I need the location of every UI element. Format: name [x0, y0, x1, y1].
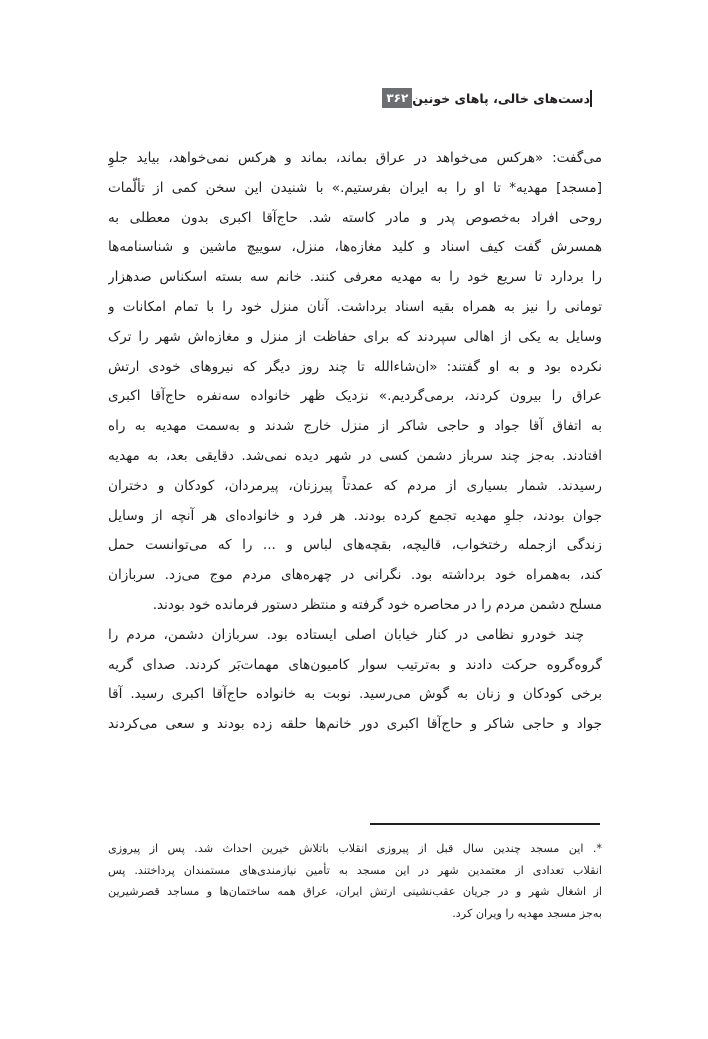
body-line: جواد و حاجی شاکر و حاج‌آقا اکبری دور خانم‌ها حلقه زده بودند و سعی می‌کردند — [108, 716, 602, 733]
running-header — [378, 84, 598, 112]
body-line: افتادند. به‌جز چند سرباز دشمن کسی در شهر دیده نمی‌شد. دقایقی بعد، به مهدیه — [108, 447, 602, 464]
body-line: کند، به‌همراه خود برداشته بود. نگرانی در چهره‌های مردم موج می‌زد. سربازان — [108, 567, 602, 584]
body-line: تومانی را نیز به همراه بقیه اسناد برداشت. آنان منزل خود را با تمام امکانات و — [108, 298, 602, 315]
body-line: گروه‌گروه حرکت دادند و به‌ترتیب سوار کامیون‌های مهمات‌بَر کردند. صدای گریه — [108, 656, 602, 673]
body-line: به اتفاق آقا جواد و حاجی شاکر از منزل خارج شدند و به‌سمت مهدیه به راه — [108, 418, 602, 435]
footnote-separator — [370, 823, 600, 825]
page-number: ۳۶۲ — [382, 88, 412, 108]
footnote-line: به‌جز مسجد مهدیه را ویران کرد. — [452, 906, 602, 920]
footnote-line: *. این مسجد چندین سال قبل از پیروزی انقلاب باتلاش خیرین احداث شد. پس از پیروزی — [108, 842, 602, 855]
header-divider-bar — [590, 90, 592, 107]
body-line: وسایل به یکی از اهالی سپردند که برای حفاظت از منزل و مغازه‌اش شهر را ترک — [108, 328, 602, 345]
body-line: نکرده بود و به او گفتند: «ان‌شاءالله تا چند روز دیگر که نیروهای خودی ارتش — [108, 358, 602, 375]
running-title: دست‌های خالی، پاهای خونین — [412, 90, 590, 106]
body-line: [مسجد] مهدیه* تا او را به ایران بفرستیم.» با شنیدن این سخن کمی از تألّمات — [108, 179, 602, 196]
body-line: را بردارد تا سریع خود را به مهدیه معرفی کنند. خانم سه بسته اسکناس صدهزار — [108, 269, 602, 286]
footnote-line: انقلاب تعدادی از معتمدین شهر در این مسجد به تأمین نیازمندی‌های مستمندان پرداختند. پس — [108, 863, 602, 877]
body-line: زندگی ازجمله رختخواب، قالیچه، بقچه‌های لباس و ... را که می‌توانست حمل — [108, 537, 602, 554]
body-line: رسیدند. شمار بسیاری از مردم که عمدتاً پیرزنان، پیرمردان، کودکان و دختران — [108, 477, 602, 494]
body-line: روحی افراد به‌خصوص پدر و مادر کاسته شد. حاج‌آقا اکبری بدون معطلی به — [108, 209, 602, 226]
body-line: جوان بودند، جلوِ مهدیه تجمع کرده بودند. هر فرد و خانواده‌ای هر آنچه از وسایل — [108, 507, 602, 524]
body-line: می‌گفت: «هرکس می‌خواهد در عراق بماند، بماند و هرکس نمی‌خواهد، بیاید جلوِ — [108, 150, 602, 166]
body-line: چند خودرو نظامی در کنار خیابان اصلی ایستاده بود. سربازان دشمن، مردم را — [108, 626, 584, 643]
body-line: برخی کودکان و زنان به گوش می‌رسید. نوبت به خانواده حاج‌آقا اکبری رسید. آقا — [108, 686, 602, 703]
body-text — [108, 144, 602, 740]
footnote — [108, 838, 602, 924]
body-line: مسلح دشمن مردم را در محاصره خود گرفته و منتظر دستور فرمانده خود بودند. — [152, 596, 602, 613]
body-line: همسرش گفت کیف اسناد و کلید مغازه‌ها، منزل، سوییچ ماشین و شناسنامه‌ها — [108, 239, 602, 256]
body-line: عراق را بیرون کردند، برمی‌گردیم.» نزدیک ظهر خانواده سه‌نفره حاج‌آقا اکبری — [108, 388, 602, 405]
footnote-line: از اشغال شهر و در جریان عقب‌نشینی ارتش ایران، عراق همه ساختمان‌ها و مساجد قصرشیرین — [108, 885, 602, 898]
